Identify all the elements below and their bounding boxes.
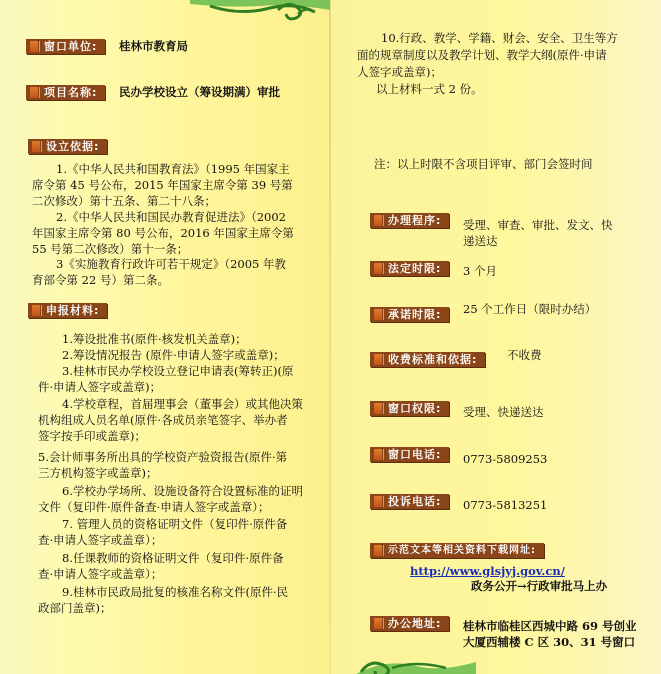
item-name-label: 项目名称:	[26, 85, 105, 100]
fee-value: 不收费	[507, 348, 542, 362]
material-line: 查·申请人签字或盖章）；	[38, 567, 163, 581]
basis-line: 55 号第二次修改）第十一条；	[32, 242, 189, 256]
download-path: 政务公开→行政审批马上办	[471, 579, 608, 593]
phone-value: 0773-5809253	[463, 452, 548, 466]
material-line: 5.会计师事务所出具的学校资产验资报告(原件·第	[38, 450, 288, 464]
material-line: 以上材料一式 2 份。	[376, 82, 483, 96]
material-line: 机构组成人员名单(原件·各成员亲笔签字、举办者	[38, 413, 288, 427]
material-line: 10.行政、教学、学籍、财会、安全、卫生等方	[381, 31, 618, 45]
basis-line: 席令第 45 号公布，2015 年国家主席令第 39 号第	[32, 178, 293, 192]
material-line: 6.学校办学场所、设施设备符合设置标准的证明	[62, 484, 303, 498]
material-line: 人签字或盖章)；	[357, 65, 442, 79]
phone-label: 窗口电话:	[370, 447, 449, 462]
procedure-value: 递送达	[463, 234, 498, 248]
download-label: 示范文本等相关资料下载网址:	[370, 543, 544, 558]
material-line: 查·申请人签字或盖章）；	[38, 533, 163, 547]
material-line: 9.桂林市民政局批复的核准名称文件(原件·民	[62, 585, 289, 599]
address-value: 大厦西辅楼 C 区 30、31 号窗口	[463, 635, 636, 649]
basis-line: 二次修改）第十五条、第二十八条；	[32, 194, 216, 208]
materials-label: 申报材料:	[28, 303, 107, 318]
complaint-label: 投诉电话:	[370, 494, 449, 509]
material-line: 签字按手印或盖章)；	[38, 429, 146, 443]
basis-line: 1.《中华人民共和国教育法》（1995 年国家主	[56, 162, 290, 176]
green-swirl-ornament-bottom-icon	[356, 654, 476, 674]
legal-limit-label: 法定时限:	[370, 261, 449, 276]
material-line: 1.筹设批准书(原件·核发机关盖章)；	[62, 332, 247, 346]
material-line: 面的规章制度以及教学计划、教学大纲(原件·申请	[357, 48, 607, 62]
promised-limit-label: 承诺时限:	[370, 307, 449, 322]
material-line: 2.筹设情况报告 (原件·申请人签字或盖章)；	[62, 348, 285, 362]
procedure-label: 办理程序:	[370, 213, 449, 228]
material-line: 文件（复印件·原件备查·申请人签字或盖章）；	[38, 500, 270, 514]
authority-value: 受理、快递送达	[463, 405, 544, 419]
address-value: 桂林市临桂区西城中路 69 号创业	[463, 619, 637, 633]
green-swirl-ornament-top-icon	[190, 0, 330, 28]
material-line: 件·申请人签字或盖章)；	[38, 380, 162, 394]
item-name-value: 民办学校设立（筹设期满）审批	[119, 85, 280, 99]
basis-line: 2.《中华人民共和国民办教育促进法》（2002	[56, 210, 286, 224]
window-unit-label: 窗口单位:	[26, 39, 105, 54]
time-limit-note: 注：以上时限不含项目评审、部门会签时间	[374, 157, 593, 171]
material-line: 政部门盖章)；	[38, 601, 112, 615]
basis-line: 育部令第 22 号）第二条。	[32, 273, 169, 287]
procedure-value: 受理、审查、审批、发文、快	[463, 218, 613, 232]
material-line: 3.桂林市民办学校设立登记申请表(筹转正)(原	[62, 364, 294, 378]
download-url-link[interactable]: http://www.glsjyj.gov.cn/	[410, 564, 565, 578]
window-unit-value: 桂林市教育局	[119, 39, 188, 53]
material-line: 7. 管理人员的资格证明文件（复印件·原件备	[62, 517, 288, 531]
basis-line: 3《实施教育行政许可若干规定》（2005 年教	[56, 257, 286, 271]
basis-label: 设立依据:	[28, 139, 107, 154]
complaint-value: 0773-5813251	[463, 498, 548, 512]
address-label: 办公地址:	[370, 616, 449, 631]
legal-limit-value: 3 个月	[463, 264, 497, 278]
authority-label: 窗口权限:	[370, 401, 449, 416]
material-line: 三方机构签字或盖章)；	[38, 466, 158, 480]
material-line: 4.学校章程，首届理事会（董事会）或其他决策	[62, 397, 303, 411]
fee-label: 收费标准和依据:	[370, 352, 485, 367]
material-line: 8.任课教师的资格证明文件（复印件·原件备	[62, 551, 284, 565]
promised-limit-value: 25 个工作日（限时办结）	[463, 302, 597, 316]
basis-line: 年国家主席令第 80 号公布，2016 年国家主席令第	[32, 226, 294, 240]
panel-fold-line	[329, 0, 331, 674]
